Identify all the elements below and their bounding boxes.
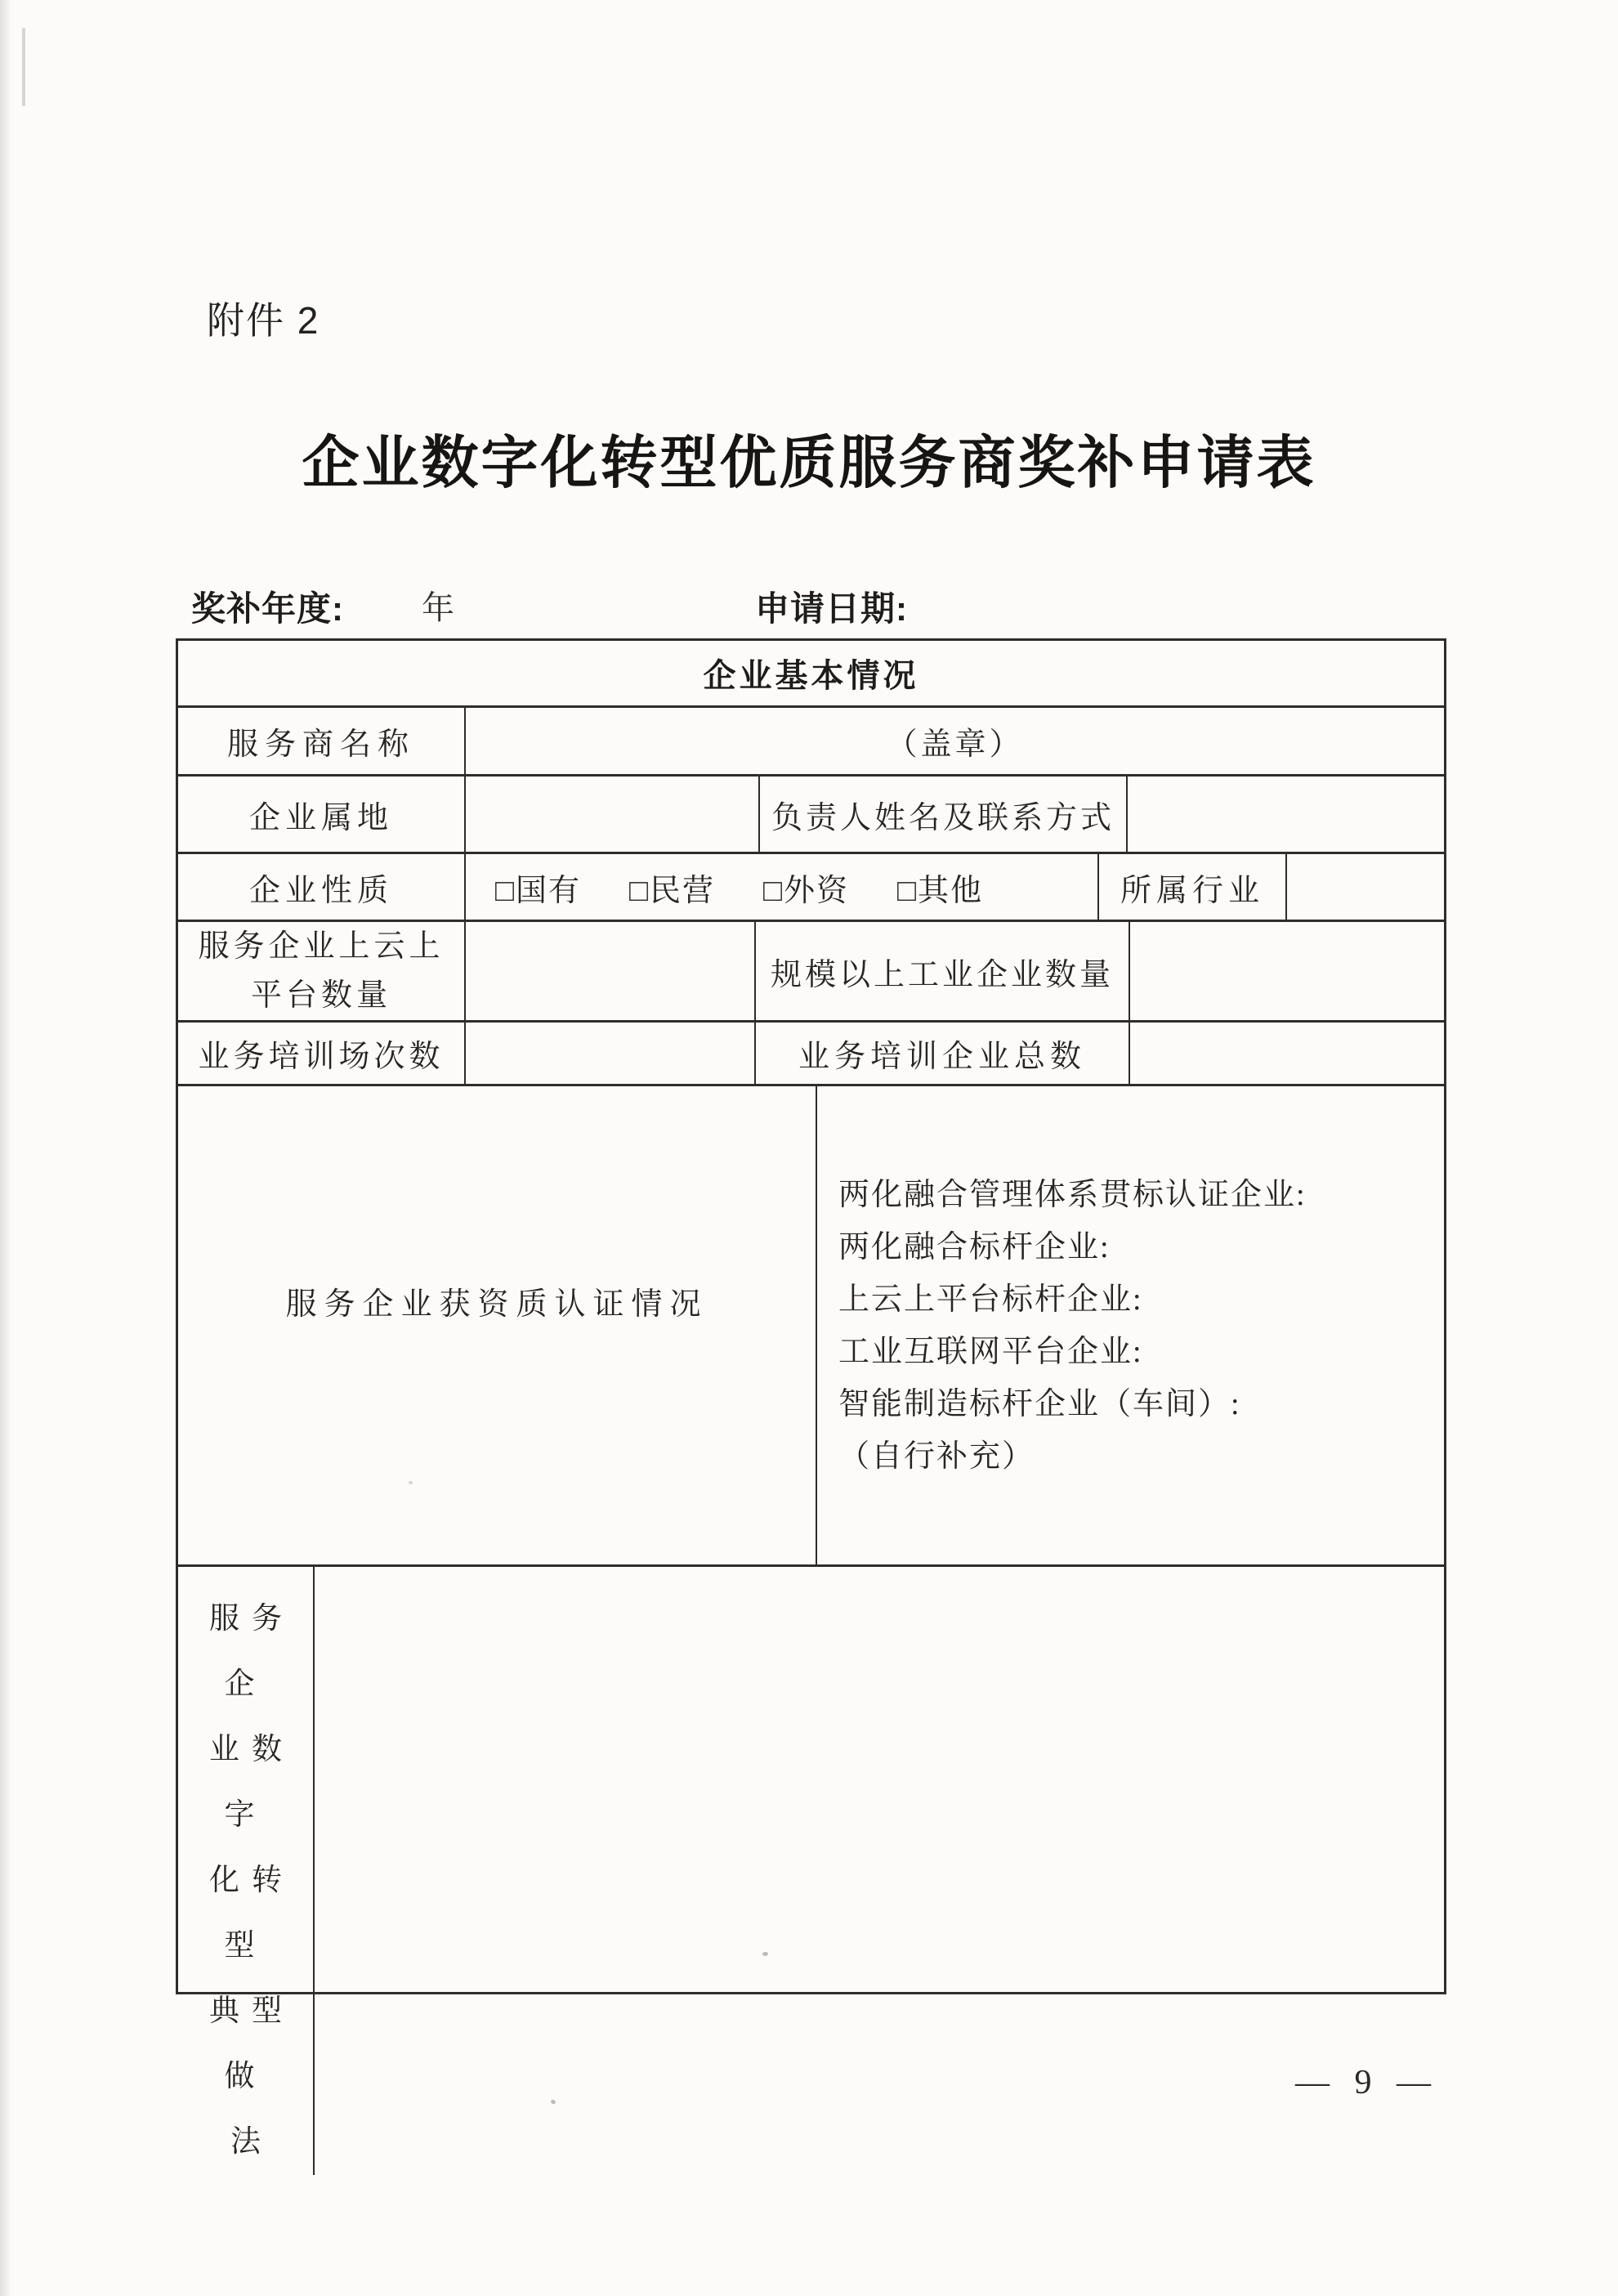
training-sessions-label-cell: 业务培训场次数 bbox=[198, 1040, 445, 1074]
location-input-cell bbox=[464, 777, 758, 852]
form-title: 企业数字化转型优质服务商奖补申请表 bbox=[302, 432, 1316, 495]
table-row bbox=[178, 641, 1444, 705]
meta-row bbox=[0, 582, 1618, 628]
certification-label-cell: 服务企业获资质认证情况 bbox=[285, 1287, 708, 1322]
practice-input-cell bbox=[313, 1567, 1444, 2175]
contact-input-cell bbox=[1126, 777, 1444, 852]
certification-item: 两化融合标杆企业: bbox=[838, 1229, 1111, 1264]
cloud-platform-label-line1: 服务企业上云上 bbox=[198, 929, 445, 964]
industry-input-cell bbox=[1285, 854, 1444, 920]
section-header-cell: 企业基本情况 bbox=[703, 658, 919, 694]
certification-item: 工业互联网平台企业: bbox=[838, 1334, 1143, 1369]
practice-label-line: 法 bbox=[230, 2125, 273, 2159]
table-row bbox=[178, 705, 1444, 774]
practice-label-line: 典型做 bbox=[209, 1994, 294, 2093]
cloud-platform-label-cell bbox=[178, 922, 464, 1020]
provider-name-input-cell: （盖章） bbox=[464, 708, 1444, 774]
training-total-label-cell: 业务培训企业总数 bbox=[754, 1023, 1129, 1084]
nature-options-cell bbox=[464, 854, 1097, 920]
training-total-input-cell bbox=[1129, 1023, 1444, 1084]
scale-industry-input-cell bbox=[1129, 922, 1444, 1020]
cloud-platform-label-line2: 平台数量 bbox=[250, 978, 391, 1013]
table-row bbox=[178, 1564, 1444, 2175]
certification-content-cell bbox=[816, 1086, 1444, 1564]
industry-label-cell: 所属行业 bbox=[1097, 854, 1285, 920]
scale-industry-label-cell: 规模以上工业企业数量 bbox=[754, 922, 1129, 1020]
cloud-platform-input-cell bbox=[464, 922, 754, 1020]
practice-label-line: 化转型 bbox=[209, 1864, 294, 1963]
attachment-label: 附件 2 bbox=[207, 299, 320, 342]
certification-item: 上云上平台标杆企业: bbox=[838, 1282, 1143, 1317]
certification-item: 智能制造标杆企业（车间）: bbox=[838, 1386, 1241, 1421]
table-row bbox=[178, 852, 1444, 920]
certification-item: 两化融合管理体系贯标认证企业: bbox=[838, 1177, 1307, 1212]
nature-option-private: □民营 bbox=[629, 873, 715, 908]
practice-label-line: 服务企 bbox=[209, 1602, 294, 1701]
table-row bbox=[178, 1020, 1444, 1084]
award-year-value: 年 bbox=[422, 589, 454, 626]
location-label-cell: 企业属地 bbox=[248, 800, 393, 835]
contact-label-cell: 负责人姓名及联系方式 bbox=[758, 777, 1126, 852]
nature-option-foreign: □外资 bbox=[763, 873, 849, 908]
nature-option-state-owned: □国有 bbox=[495, 873, 581, 908]
nature-label-cell: 企业性质 bbox=[248, 873, 393, 908]
scan-artifact bbox=[22, 28, 25, 106]
training-sessions-input-cell bbox=[464, 1023, 754, 1084]
table-row bbox=[178, 920, 1444, 1020]
certification-item: （自行补充） bbox=[838, 1439, 1035, 1474]
apply-date-label: 申请日期: bbox=[755, 589, 908, 628]
application-table bbox=[176, 638, 1446, 2159]
nature-option-other: □其他 bbox=[897, 873, 983, 908]
table-row bbox=[178, 1084, 1444, 1564]
practice-label-line: 业数字 bbox=[209, 1733, 294, 1832]
provider-name-label-cell: 服务商名称 bbox=[226, 727, 415, 762]
table-row bbox=[178, 774, 1444, 852]
page-number: — 9 — bbox=[1295, 2064, 1433, 2101]
practice-label-cell bbox=[178, 1567, 313, 2175]
award-year-label: 奖补年度: bbox=[191, 589, 344, 628]
